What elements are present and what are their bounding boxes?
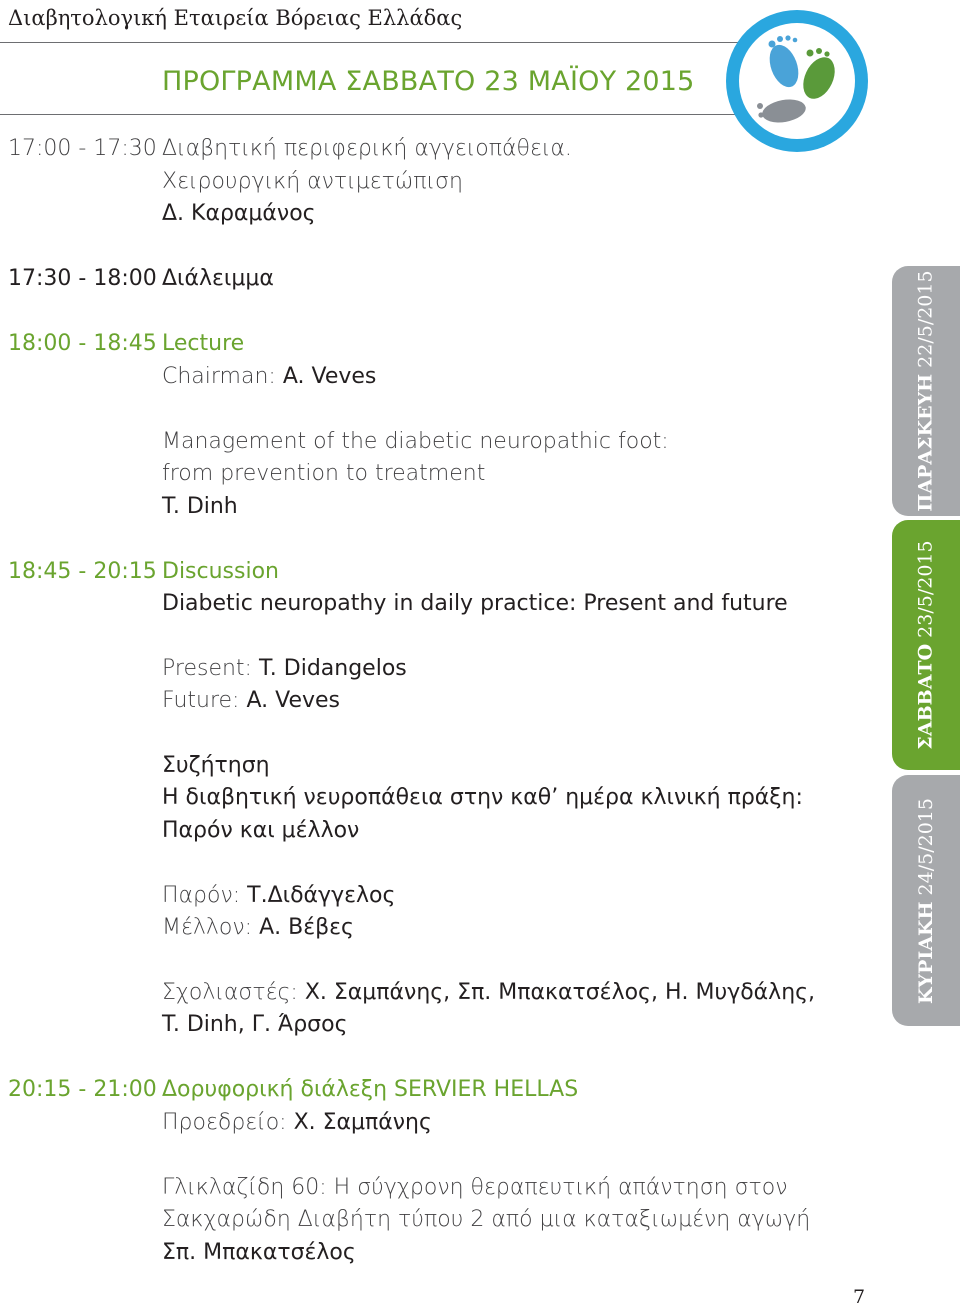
session-5-talk-line-2: Σακχαρώδη Διαβήτη τύπου 2 από μια καταξιωμένη αγωγή — [162, 1207, 811, 1232]
tab-friday[interactable] — [892, 266, 960, 516]
footprints-logo-icon — [724, 8, 870, 154]
session-4-gr-type: Συζήτηση — [162, 753, 270, 778]
gr-future-label: Μέλλον: — [162, 915, 260, 940]
session-5-chair — [162, 1107, 432, 1139]
tab-sunday[interactable] — [892, 775, 960, 1026]
tab-saturday[interactable] — [892, 520, 960, 770]
tab-saturday-label: ΣΑΒΒΑΤΟ 23/5/2015 — [915, 540, 938, 750]
session-3-time: 18:00 - 18:45 — [8, 331, 157, 356]
chair-name: A. Veves — [282, 364, 377, 389]
session-3-talk-line-1: Management of the diabetic neuropathic foot: — [162, 429, 669, 454]
gr-future-name: Α. Βέβες — [259, 915, 354, 940]
header-rule-bottom — [0, 114, 740, 115]
session-4-present — [162, 653, 407, 685]
commentators-names: Χ. Σαμπάνης, Σπ. Μπακατσέλος, Η. Μυγδάλης, — [304, 980, 816, 1005]
session-3-speaker: T. Dinh — [162, 494, 238, 519]
gr-present-name: Τ.Διδάγγελος — [247, 883, 396, 908]
session-1-title-line-2: Χειρουργική αντιμετώπιση — [162, 169, 463, 194]
session-5-time: 20:15 - 21:00 — [8, 1077, 157, 1102]
session-5-talk-line-1: Γλικλαζίδη 60: Η σύγχρονη θεραπευτική απάντηση στον — [162, 1175, 788, 1200]
session-4-commentators — [162, 977, 815, 1009]
session-5-speaker: Σπ. Μπακατσέλος — [162, 1240, 356, 1265]
future-label: Future: — [162, 688, 247, 713]
page-number: 7 — [853, 1286, 866, 1308]
session-4-commentators-line-2: T. Dinh, Γ. Άρσος — [162, 1012, 348, 1037]
organization-name: Διαβητολογική Εταιρεία Βόρειας Ελλάδας — [8, 6, 463, 30]
session-1-time: 17:00 - 17:30 — [8, 136, 157, 161]
future-name: A. Veves — [246, 688, 341, 713]
tab-friday-label: ΠΑΡΑΣΚΕΥΗ 22/5/2015 — [915, 270, 938, 512]
chair-label: Chairman: — [162, 364, 283, 389]
session-5-title: Δορυφορική διάλεξη SERVIER HELLAS — [162, 1077, 579, 1102]
session-2-title: Διάλειμμα — [162, 266, 274, 291]
session-4-time: 18:45 - 20:15 — [8, 559, 157, 584]
session-3-chair — [162, 361, 376, 393]
header-rule-top — [0, 42, 740, 43]
commentators-label: Σχολιαστές: — [162, 980, 305, 1005]
gr-present-label: Παρόν: — [162, 883, 248, 908]
present-label: Present: — [162, 656, 259, 681]
chair-label: Προεδρείο: — [162, 1110, 294, 1135]
session-1-title-line-1: Διαβητική περιφερική αγγειοπάθεια. — [162, 136, 572, 161]
session-4-future — [162, 685, 340, 717]
session-1-speaker: Δ. Καραμάνος — [162, 201, 316, 226]
session-4-gr-present — [162, 880, 395, 912]
session-4-type: Discussion — [162, 559, 279, 584]
program-title: ΠΡΟΓΡΑΜΜΑ ΣΑΒΒΑΤΟ 23 ΜΑΪΟΥ 2015 — [162, 66, 695, 97]
session-4-gr-future — [162, 912, 354, 944]
session-4-gr-subtitle-line-1: Η διαβητική νευροπάθεια στην καθ’ ημέρα κλινική πράξη: — [162, 785, 803, 810]
session-4-subtitle: Diabetic neuropathy in daily practice: Present and future — [162, 591, 788, 616]
present-name: T. Didangelos — [258, 656, 407, 681]
chair-name: Χ. Σαμπάνης — [293, 1110, 432, 1135]
session-2-time: 17:30 - 18:00 — [8, 266, 157, 291]
session-3-talk-line-2: from prevention to treatment — [162, 461, 486, 486]
tab-sunday-label: ΚΥΡΙΑΚΗ 24/5/2015 — [915, 797, 937, 1004]
session-3-type: Lecture — [162, 331, 245, 356]
session-4-gr-subtitle-line-2: Παρόν και μέλλον — [162, 818, 360, 843]
